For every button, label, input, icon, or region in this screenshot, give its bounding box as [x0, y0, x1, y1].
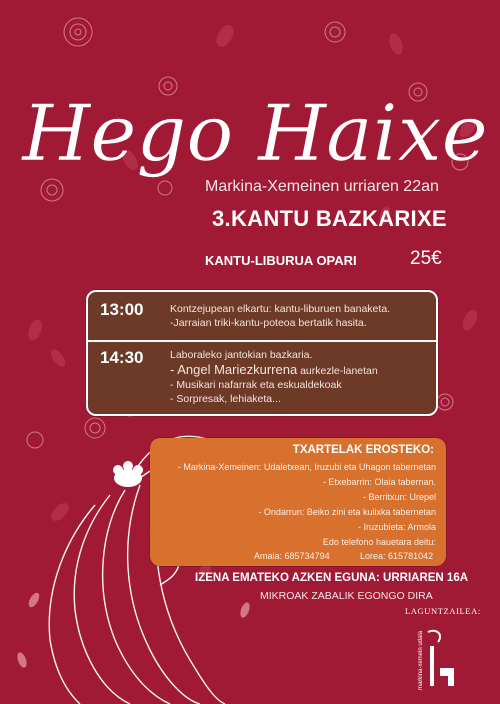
ticket-line: Edo telefono hauetara deitu:: [322, 537, 436, 547]
slot-intro: Laboraleko jantokian bazkaria.: [170, 349, 313, 361]
slot-time: 14:30: [100, 348, 144, 367]
ticket-line: - Markina-Xemeinen: Udaletxean, Iruzubi eta Uhagon tabernetan: [177, 462, 436, 472]
gift-note: KANTU-LIBURUA OPARI: [205, 253, 357, 268]
slot-line: - Sorpresak, lehiaketa...: [170, 393, 281, 405]
price: 25€: [410, 248, 442, 269]
slot-lines: [170, 302, 390, 330]
phone-contact: [360, 551, 433, 561]
event-name: 3.KANTU BAZKARIXE: [212, 206, 447, 231]
ticket-line: - Etxebarrin: Olaia tabernan.: [322, 477, 436, 487]
slot-line: -Jarraian triki-kantu-poteoa bertatik hasita.: [170, 317, 367, 329]
slot-time: 13:00: [100, 300, 144, 319]
schedule-slot: [88, 342, 436, 414]
ticket-line: - Berritxun: Urepel: [362, 492, 436, 502]
phone-name: Amaia:: [254, 551, 283, 561]
slot-line: - Musikari nafarrak eta eskualdekoak: [170, 379, 342, 391]
ticket-line: - Iruzubieta: Armola: [357, 522, 436, 532]
subtitle: Markina-Xemeinen urriaren 22an: [205, 178, 439, 195]
schedule-slot: [88, 292, 436, 342]
highlight-suffix: aurkezle-lanetan: [297, 365, 378, 377]
tickets-box: [150, 438, 446, 566]
title-text: Hego Haixe: [22, 89, 488, 179]
tickets-heading: TXARTELAK EROSTEKO:: [292, 444, 434, 456]
sponsor-name: markina-xemein udala: [418, 630, 424, 690]
phone-number: 685734794: [284, 551, 330, 561]
phone-number: 615781042: [388, 551, 434, 561]
sponsor-label: LAGUNTZAILEA:: [405, 606, 481, 616]
highlight-name: - Angel Mariezkurrena: [170, 362, 298, 377]
phone-contact: [254, 551, 330, 561]
slot-highlight-line: [170, 362, 378, 378]
registration-deadline: IZENA EMATEKO AZKEN EGUNA: URRIAREN 16A: [195, 572, 469, 584]
slot-lines: [170, 348, 378, 406]
slot-line: Kontzejupean elkartu: kantu-liburuen banaketa.: [170, 303, 391, 315]
phone-name: Lorea:: [360, 551, 386, 561]
schedule-box: [86, 290, 438, 416]
ticket-line: - Ondarrun: Beiko zini eta kulixka tabernetan: [258, 507, 436, 517]
title-lettering: [0, 50, 500, 190]
open-mics-note: MIKROAK ZABALIK EGONGO DIRA: [260, 590, 433, 602]
